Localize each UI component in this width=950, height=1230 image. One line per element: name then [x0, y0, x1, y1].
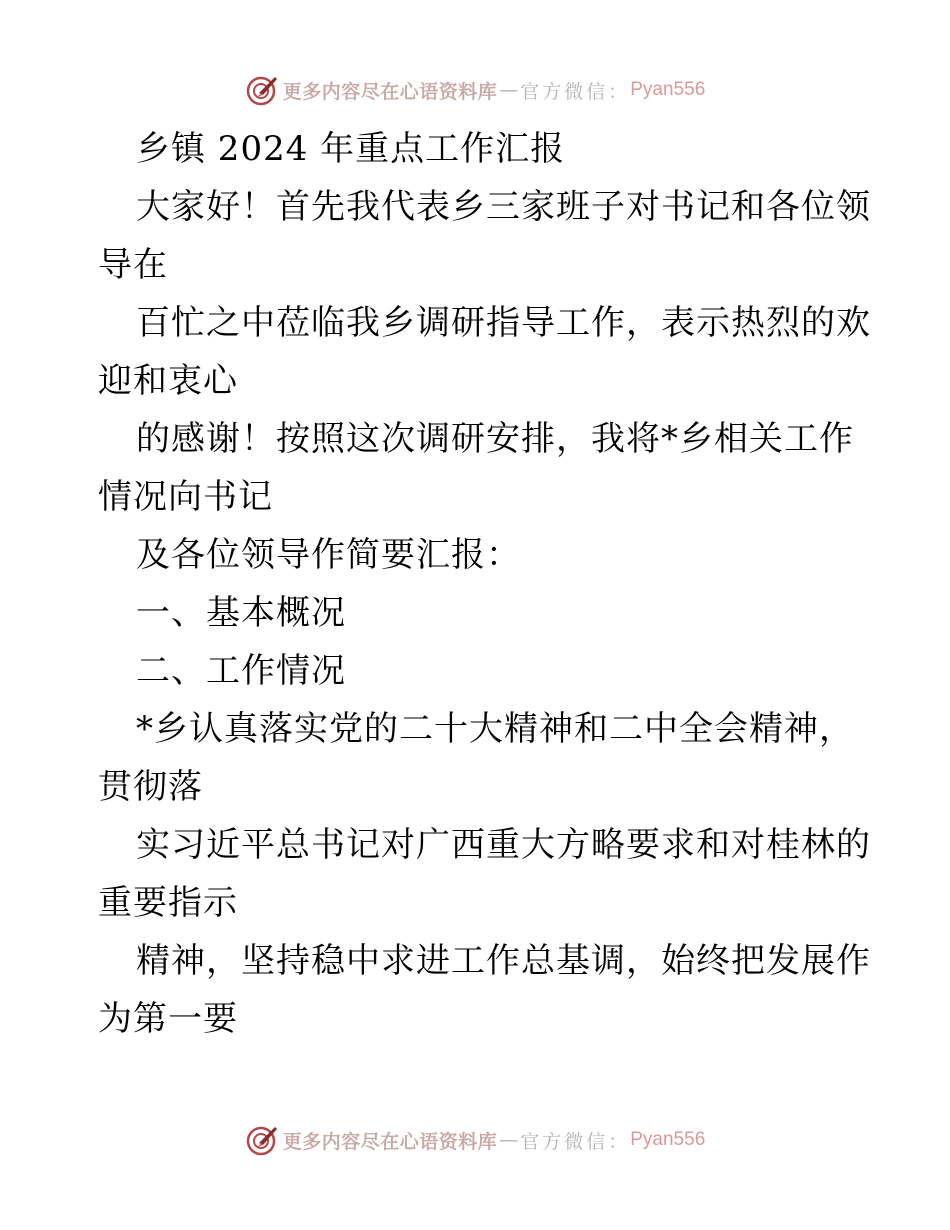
quill-logo-icon	[245, 1123, 279, 1157]
watermark-official: 官方微信：	[520, 1130, 631, 1153]
text-line: 二、工作情况	[136, 651, 346, 691]
text-line: 为第一要	[98, 999, 238, 1039]
text-line: 迎和衷心	[98, 361, 238, 401]
text-line: 大家好！首先我代表乡三家班子对书记和各位领	[136, 187, 871, 227]
text-line: *乡认真落实党的二十大精神和二中全会精神，	[136, 709, 854, 749]
quill-logo-icon	[245, 73, 279, 107]
text-line: 百忙之中莅临我乡调研指导工作，表示热烈的欢	[136, 303, 871, 343]
text-line: 重要指示	[98, 883, 238, 923]
watermark-header	[0, 70, 950, 110]
watermark-brand: 更多内容尽在心语资料库	[282, 1130, 498, 1153]
text-line: 实习近平总书记对广西重大方略要求和对桂林的	[136, 825, 871, 865]
watermark-id: Pyan556	[630, 79, 706, 100]
document-title: 乡镇 2024 年重点工作汇报	[136, 129, 566, 169]
text-line: 及各位领导作简要汇报：	[136, 535, 521, 575]
watermark-footer	[0, 1120, 950, 1160]
watermark-dash: —	[499, 79, 519, 101]
text-line: 一、基本概况	[136, 593, 346, 633]
text-line: 贯彻落	[98, 767, 203, 807]
text-line: 导在	[98, 245, 168, 285]
text-line: 的感谢！按照这次调研安排，我将*乡相关工作	[136, 419, 854, 459]
watermark-id: Pyan556	[630, 1129, 706, 1150]
document-body	[98, 120, 871, 1048]
text-line: 情况向书记	[98, 477, 273, 517]
watermark-brand: 更多内容尽在心语资料库	[282, 80, 498, 103]
watermark-official: 官方微信：	[520, 80, 631, 103]
watermark-dash: —	[499, 1129, 519, 1151]
text-line: 精神，坚持稳中求进工作总基调，始终把发展作	[136, 941, 871, 981]
